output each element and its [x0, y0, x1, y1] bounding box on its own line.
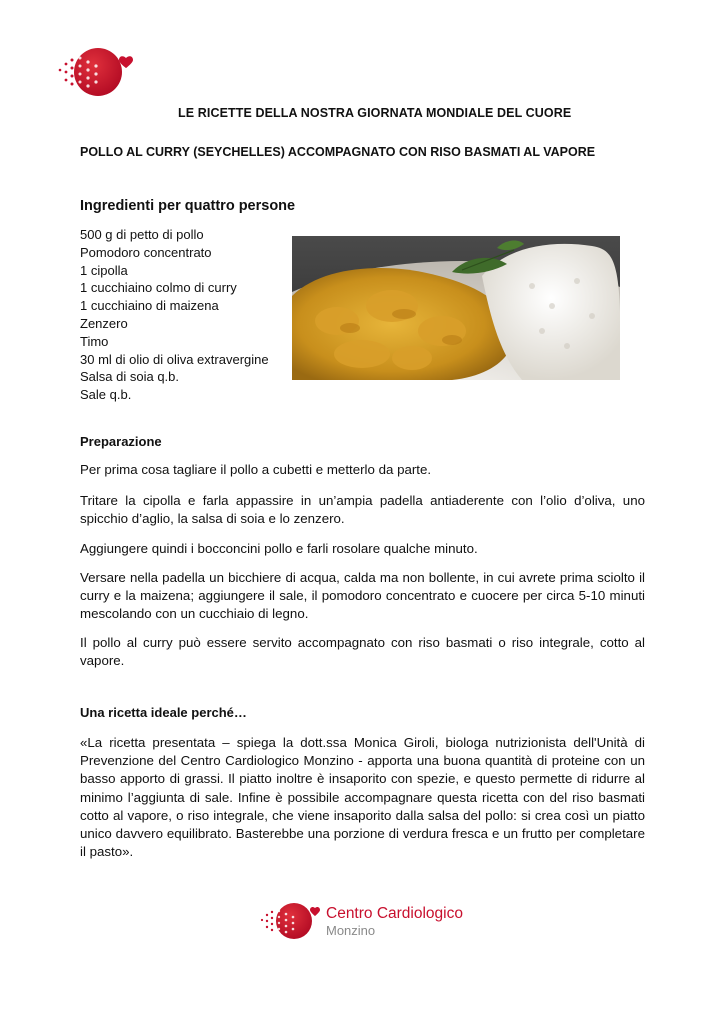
page-title: LE RICETTE DELLA NOSTRA GIORNATA MONDIALE DEL CUORE [178, 106, 572, 120]
ingredient-item: 30 ml di olio di oliva extravergine [80, 351, 269, 367]
ingredient-item: Timo [80, 333, 109, 349]
ingredient-item: 1 cucchiaino colmo di curry [80, 280, 237, 296]
monzino-logo-mark [256, 898, 322, 942]
ingredient-item: Salsa di soia q.b. [80, 369, 180, 385]
brand-subname: Monzino [326, 923, 376, 938]
brand-name: Centro Cardiologico [326, 905, 463, 922]
preparation-step: Versare nella padella un bicchiere di acqua, calda ma non bollente, in cui avrete prima sciolto il curry e la maizena; aggiungere il sale, il pomodoro concentrato e cuocere per circa 5-10 minuti mescolando con un cucchiaio di legno. [80, 570, 645, 622]
ingredients-heading: Ingredienti per quattro persone [80, 198, 296, 214]
ingredient-item: 1 cucchiaino di maizena [80, 298, 219, 314]
ingredients-list [80, 226, 269, 404]
ideal-recipe-quote: «La ricetta presentata – spiega la dott.ssa Monica Giroli, biologa nutrizionista dell'Unità di Prevenzione del Centro Cardiologico Monzino - apporta una buona quantità di proteine con un basso apporto di grassi. Il piatto inoltre è insaporito con spezie, e questo permette di ridurre al minimo l’aggiunta di sale. Infine è possibile accompagnare questa ricetta con del riso basmati cotto al vapore, o riso integrale, che viene insaporito dalla salsa del pollo: si crea così un piatto unico davvero equilibrato. Basterebbe una porzione di verdura fresca e un frutto per completare il pasto». [80, 735, 645, 860]
heart-icon [310, 907, 320, 916]
ingredient-item: 500 g di petto di pollo [80, 227, 204, 242]
ingredient-item: Zenzero [80, 315, 128, 331]
monzino-logo-mark [54, 44, 136, 100]
ingredient-item: Sale q.b. [80, 387, 132, 403]
preparation-step: Tritare la cipolla e farla appassire in un’ampia padella antiaderente con l’olio d’oliva, uno spicchio d’aglio, la salsa di soia e lo zenzero. [80, 493, 645, 527]
preparation-step: Per prima cosa tagliare il pollo a cubetti e metterlo da parte. [80, 462, 432, 477]
preparation-step: Aggiungere quindi i bocconcini pollo e farli rosolare qualche minuto. [80, 541, 478, 556]
recipe-title: POLLO AL CURRY (SEYCHELLES) ACCOMPAGNATO CON RISO BASMATI AL VAPORE [80, 145, 596, 159]
preparation-step: Il pollo al curry può essere servito accompagnato con riso basmati o riso integrale, cotto al vapore. [80, 635, 645, 669]
footer-logo [256, 898, 463, 942]
preparation-heading: Preparazione [80, 434, 162, 449]
ingredient-item: Pomodoro concentrato [80, 244, 212, 260]
ingredient-item: 1 cipolla [80, 262, 128, 278]
curry-dish-photo [292, 236, 620, 380]
ideal-recipe-heading: Una ricetta ideale perché… [80, 705, 247, 720]
